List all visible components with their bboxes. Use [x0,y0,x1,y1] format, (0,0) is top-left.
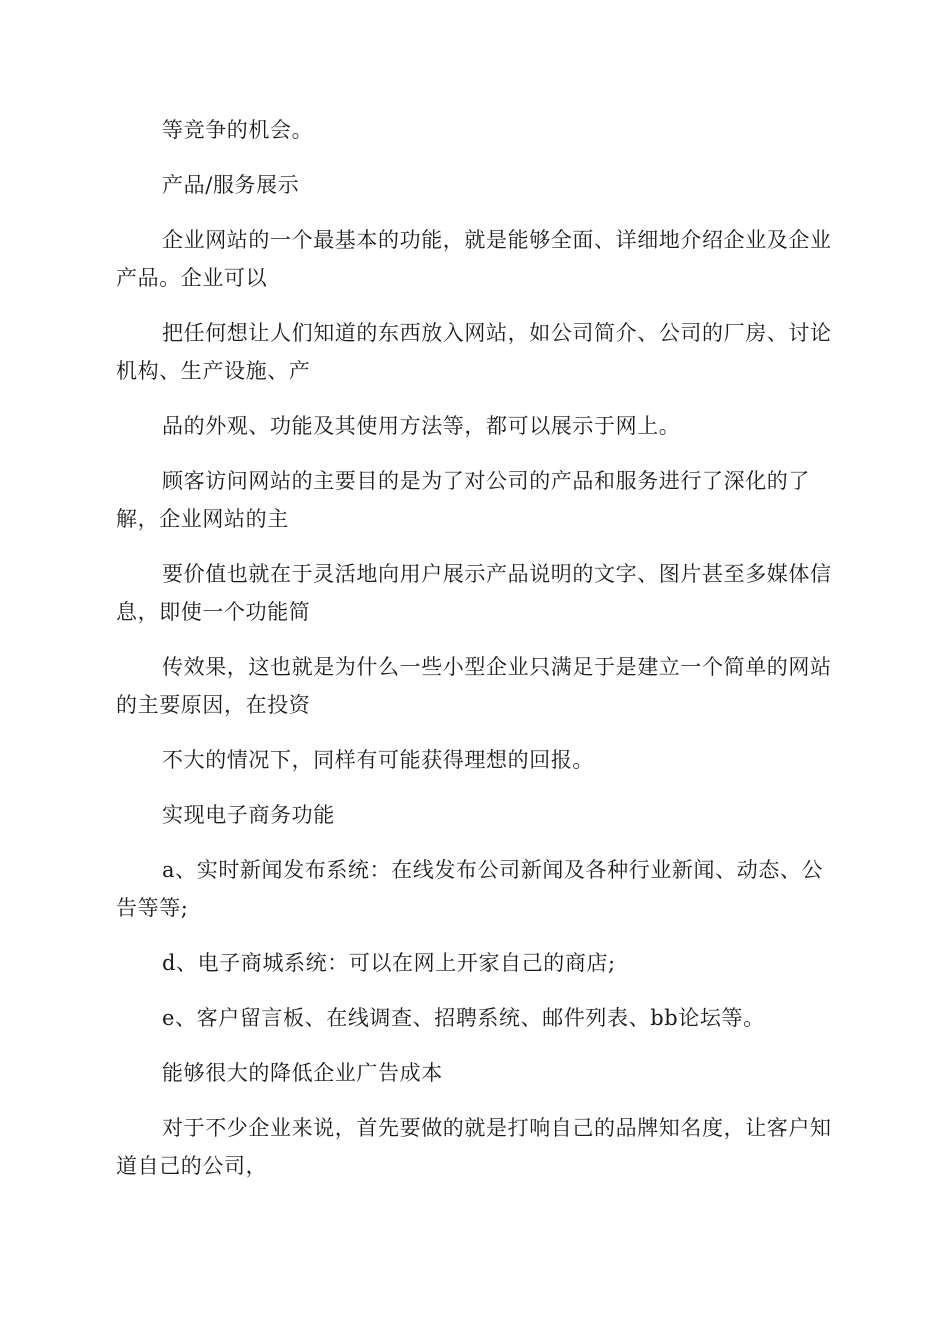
paragraph: 等竞争的机会。 [162,118,314,142]
paragraph: 不大的情况下，同样有可能获得理想的回报。 [162,748,594,772]
paragraph: 企业网站的一个最基本的功能，就是能够全面、详细地介绍企业及企业产品。企业可以 [116,228,832,290]
list-item: a、实时新闻发布系统：在线发布公司新闻及各种行业新闻、动态、公告等等; [116,858,824,920]
paragraph: 要价值也就在于灵活地向用户展示产品说明的文字、图片甚至多媒体信息，即使一个功能简 [116,562,832,624]
paragraph: 对于不少企业来说，首先要做的就是打响自己的品牌知名度，让客户知道自己的公司， [116,1116,832,1178]
list-item: d、电子商城系统：可以在网上开家自己的商店; [162,951,616,975]
paragraph: 传效果，这也就是为什么一些小型企业只满足于是建立一个简单的网站的主要原因，在投资 [116,655,832,717]
section-heading: 实现电子商务功能 [162,803,335,827]
section-heading: 产品/服务展示 [162,173,300,197]
paragraph: 品的外观、功能及其使用方法等，都可以展示于网上。 [162,414,681,438]
paragraph: 顾客访问网站的主要目的是为了对公司的产品和服务进行了深化的了解，企业网站的主 [116,469,810,531]
section-heading: 能够很大的降低企业广告成本 [162,1061,443,1085]
paragraph: 把任何想让人们知道的东西放入网站，如公司简介、公司的厂房、讨论机构、生产设施、产 [116,321,832,383]
document-body [116,111,836,1202]
list-item: e、客户留言板、在线调查、招聘系统、邮件列表、bb论坛等。 [162,1006,765,1030]
